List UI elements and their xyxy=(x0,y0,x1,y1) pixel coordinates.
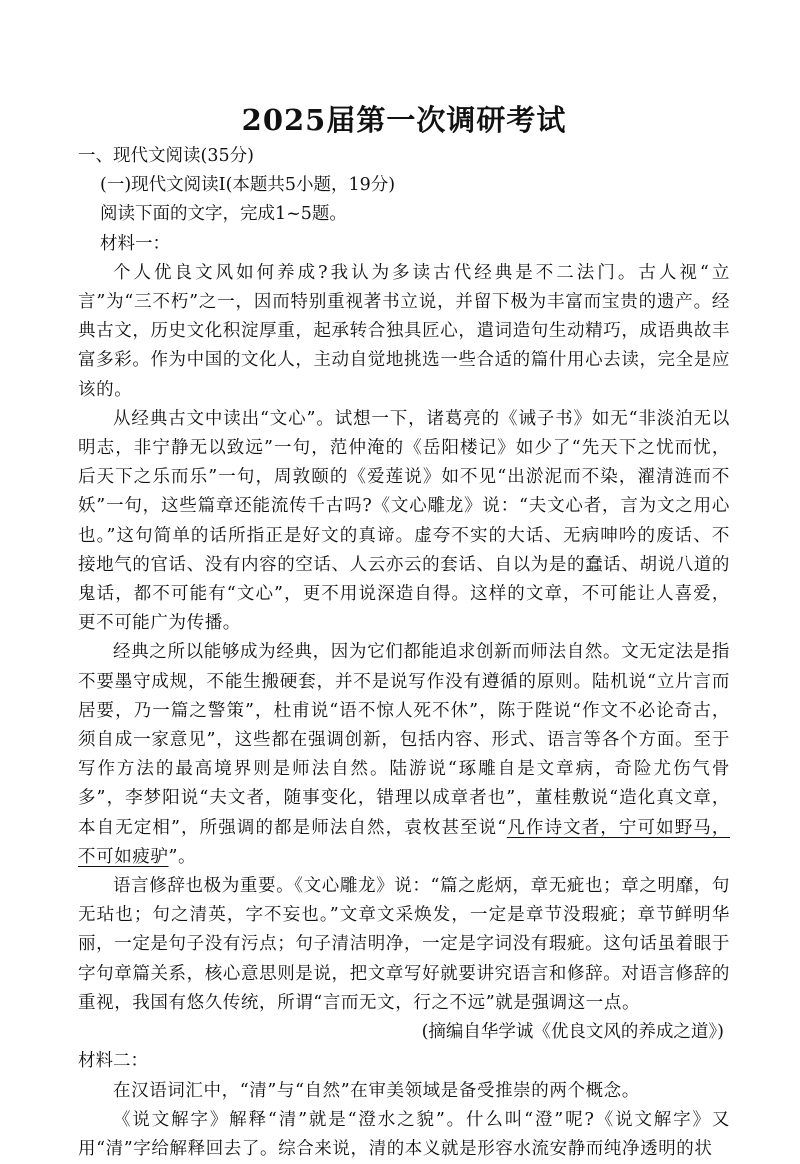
material1-paragraph-3 xyxy=(78,638,730,872)
material2-paragraph-2: 《说文解字》解释“清”就是“澄水之貌”。什么叫“澄”呢?《说文解字》又用“清”字给解释回去了。综合来说，清的本义就是形容水流安静而纯净透明的状 xyxy=(78,1109,730,1159)
instruction: 阅读下面的文字，完成1~5题。 xyxy=(100,204,347,225)
material1-paragraph-4: 语言修辞也极为重要。《文心雕龙》说：“篇之彪炳，章无疵也；章之明靡，句无玷也；句之清英，字不妄也。”文章文采焕发，一定是章节没瑕疵；章节鲜明华丽，一定是句子没有污点；句子清洁明净，一定是字词没有瑕疵。这句话虽着眼于字句章篇关系，核心意思则是说，把文章写好就要讲究语言和修辞。对语言修辞的重视，我国有悠久传统，所谓“言而无文，行之不远”就是强调这一点。 xyxy=(78,876,730,1013)
material1-source: (摘编自华学诚《优良文风的养成之道》) xyxy=(421,1022,724,1043)
section-heading: 一、现代文阅读(35分) xyxy=(78,146,254,166)
paragraph-3-end: ”。 xyxy=(168,846,197,867)
page-title: 2025届第一次调研考试 xyxy=(241,103,567,137)
material2-label: 材料二： xyxy=(78,1051,148,1072)
underlined-quote: 凡作诗文者，宁可如野马，不可如疲驴 xyxy=(78,817,730,867)
material1-label: 材料一： xyxy=(100,233,170,254)
subsection-heading: (一)现代文阅读Ⅰ(本题共5小题，19分) xyxy=(100,175,396,196)
material1-paragraph-2: 从经典古文中读出“文心”。试想一下，诸葛亮的《诫子书》如无“非淡泊无以明志，非宁静无以致远”一句，范仲淹的《岳阳楼记》如少了“先天下之忧而忧，后天下之乐而乐”一句，周敦颐的《爱莲说》如不见“出淤泥而不染，濯清涟而不妖”一句，这些篇章还能流传千古吗?《文心雕龙》说：“夫文心者，言为文之用心也。”这句简单的话所指正是好文的真谛。虚夸不实的大话、无病呻吟的废话、不接地气的官话、没有内容的空话、人云亦云的套话、自以为是的蠢话、胡说八道的鬼话，都不可能有“文心”，更不用说深造自得。这样的文章，不可能让人喜爱，更不可能广为传播。 xyxy=(78,408,730,634)
paragraph-3-main-text: 经典之所以能够成为经典，因为它们都能追求创新而师法自然。文无定法是指不要墨守成规，不能生搬硬套，并不是说写作没有遵循的原则。陆机说“立片言而居要，乃一篇之警策”，杜甫说“语不惊人死不休”，陈于陛说“作文不必论奇古，须自成一家意见”，这些都在强调创新，包括内容、形式、语言等各个方面。至于写作方法的最高境界则是师法自然。陆游说“琢雕自是文章病，奇险尤伤气骨多”，李梦阳说“夫文者，随事变化，错理以成章者也”，董桂敷说“造化真文章，本自无定相”，所强调的都是师法自然，袁枚甚至说“ xyxy=(78,642,730,838)
material2-paragraph-1: 在汉语词汇中，“清”与“自然”在审美领域是备受推崇的两个概念。 xyxy=(113,1080,640,1101)
material1-paragraph-1: 个人优良文风如何养成?我认为多读古代经典是不二法门。古人视“立言”为“三不朽”之一，因而特别重视著书立说，并留下极为丰富而宝贵的遗产。经典古文，历史文化积淀厚重，起承转合独具匠心，遣词造句生动精巧，成语典故丰富多彩。作为中国的文化人，主动自觉地挑选一些合适的篇什用心去读，完全是应该的。 xyxy=(78,262,730,400)
